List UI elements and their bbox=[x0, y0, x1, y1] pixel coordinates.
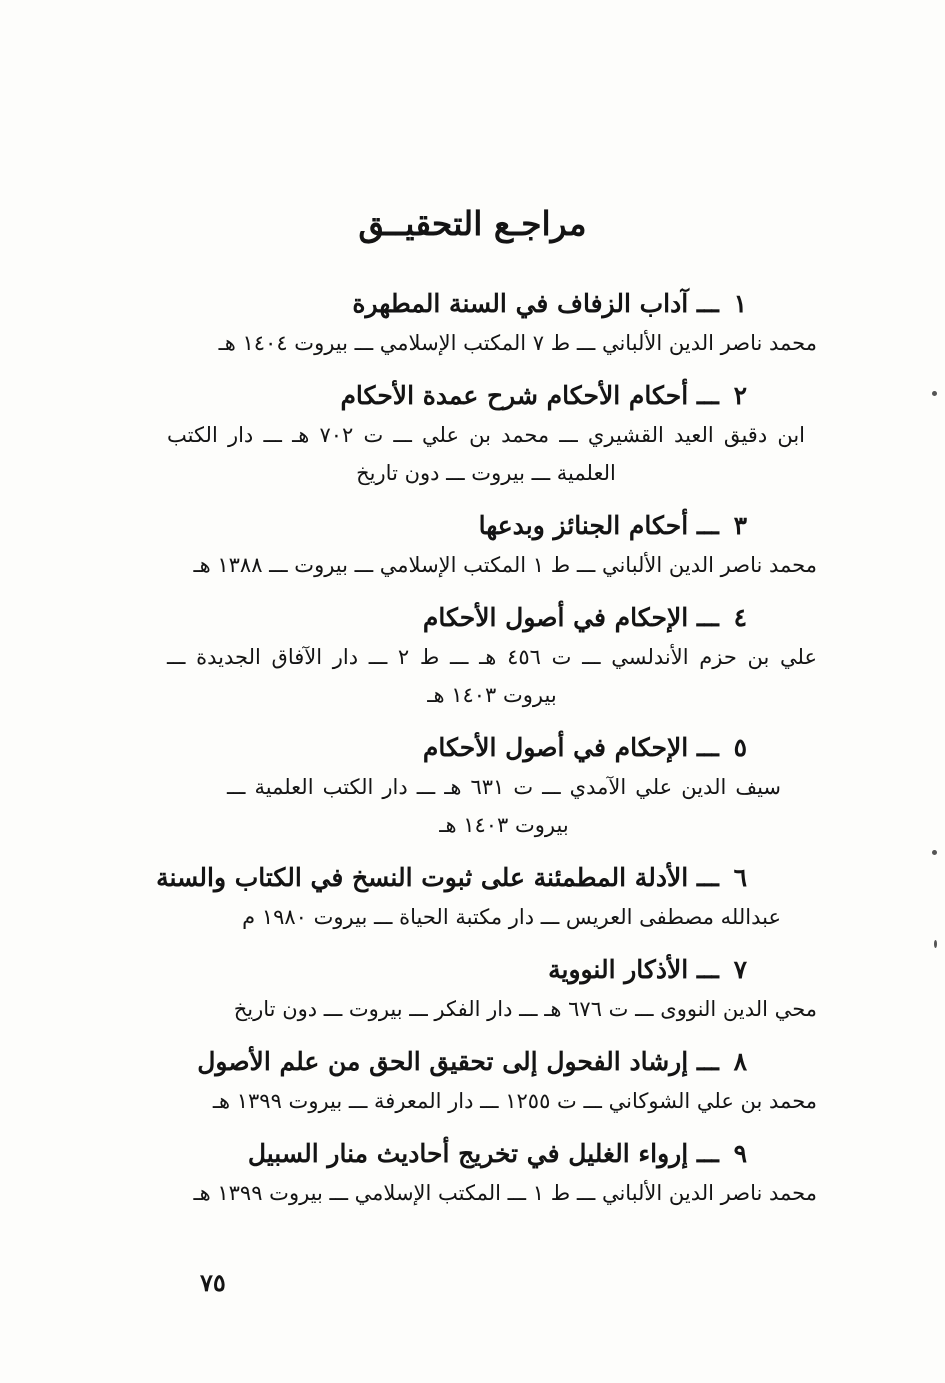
reference-entry-1 bbox=[137, 284, 817, 362]
reference-title bbox=[137, 950, 817, 990]
reference-description: ابن دقيق العيد القشيري ـــ محمد بن علي ـــ ت ٧٠٢ هـ ـــ دار الكتب العلمية ـــ بيروت ـــ دون تاريخ bbox=[167, 423, 806, 485]
reference-separator: ـــ bbox=[688, 381, 728, 410]
reference-number: ٧ bbox=[733, 955, 747, 984]
reference-title-text: الأذكار النووية bbox=[548, 955, 689, 984]
scan-speck bbox=[932, 391, 937, 396]
reference-title-text: أحكام الجنائز وبدعها bbox=[478, 511, 689, 540]
reference-number: ٣ bbox=[733, 511, 747, 540]
reference-separator: ـــ bbox=[688, 1047, 728, 1076]
reference-number: ٢ bbox=[733, 381, 747, 410]
scan-speck bbox=[932, 850, 937, 855]
reference-description: عبدالله مصطفى العريس ـــ دار مكتبة الحياة ـــ بيروت ١٩٨٠ م bbox=[242, 905, 781, 929]
page-title: مراجـع التحقيــق bbox=[358, 204, 587, 243]
reference-title bbox=[137, 1134, 817, 1174]
reference-description: محمد ناصر الدين الألباني ـــ ط ١ المكتب الإسلامي ـــ بيروت ـــ ١٣٨٨ هـ bbox=[193, 553, 817, 577]
reference-title-text: إرشاد الفحول إلى تحقيق الحق من علم الأصول bbox=[197, 1047, 689, 1076]
reference-entry-3 bbox=[137, 506, 817, 584]
reference-entry-8 bbox=[137, 1042, 817, 1120]
reference-description: سيف الدين علي الآمدي ـــ ت ٦٣١ هـ ـــ دار الكتب العلمية ـــ بيروت ١٤٠٣ هـ bbox=[227, 775, 782, 837]
reference-separator: ـــ bbox=[688, 955, 728, 984]
reference-separator: ـــ bbox=[688, 289, 728, 318]
reference-description: محمد ناصر الدين الألباني ـــ ط ١ ـــ المكتب الإسلامي ـــ بيروت ١٣٩٩ هـ bbox=[193, 1181, 817, 1205]
reference-description: محمد ناصر الدين الألباني ـــ ط ٧ المكتب الإسلامي ـــ بيروت ١٤٠٤ هـ bbox=[218, 331, 817, 355]
reference-title-text: آداب الزفاف في السنة المطهرة bbox=[352, 289, 689, 318]
reference-title bbox=[137, 858, 817, 898]
reference-separator: ـــ bbox=[688, 603, 728, 632]
reference-number: ٨ bbox=[733, 1047, 747, 1076]
reference-entry-9 bbox=[137, 1134, 817, 1212]
reference-separator: ـــ bbox=[688, 511, 728, 540]
reference-number: ٤ bbox=[733, 603, 747, 632]
reference-entry-5 bbox=[137, 728, 817, 844]
reference-title-text: الأدلة المطمئنة على ثبوت النسخ في الكتاب والسنة bbox=[156, 863, 689, 892]
reference-description: علي بن حزم الأندلسي ـــ ت ٤٥٦ هـ ـــ ط ٢ ـــ دار الآفاق الجديدة ـــ بيروت ١٤٠٣ هـ bbox=[167, 645, 817, 707]
reference-entry-4 bbox=[137, 598, 817, 714]
reference-title-text: أحكام الأحكام شرح عمدة الأحكام bbox=[340, 381, 689, 410]
reference-entry-2 bbox=[137, 376, 817, 492]
scan-speck bbox=[934, 940, 937, 948]
page-number: ٧٥ bbox=[200, 1268, 226, 1297]
reference-title-text: الإحكام في أصول الأحكام bbox=[422, 603, 689, 632]
reference-title-text: الإحكام في أصول الأحكام bbox=[422, 733, 689, 762]
reference-number: ١ bbox=[733, 289, 747, 318]
reference-list bbox=[137, 284, 817, 1212]
reference-entry-7 bbox=[137, 950, 817, 1028]
reference-title bbox=[137, 598, 817, 638]
reference-number: ٩ bbox=[733, 1139, 747, 1168]
reference-title-text: إرواء الغليل في تخريج أحاديث منار السبيل bbox=[247, 1139, 689, 1168]
reference-title bbox=[137, 284, 817, 324]
reference-separator: ـــ bbox=[688, 733, 728, 762]
reference-description: محي الدين النووى ـــ ت ٦٧٦ هـ ـــ دار الفكر ـــ بيروت ـــ دون تاريخ bbox=[233, 997, 817, 1021]
reference-entry-6 bbox=[137, 858, 817, 936]
reference-number: ٦ bbox=[733, 863, 747, 892]
reference-title bbox=[137, 506, 817, 546]
reference-number: ٥ bbox=[733, 733, 747, 762]
reference-title bbox=[137, 376, 817, 416]
reference-separator: ـــ bbox=[688, 863, 728, 892]
reference-title bbox=[137, 728, 817, 768]
reference-separator: ـــ bbox=[688, 1139, 728, 1168]
reference-description: محمد بن علي الشوكاني ـــ ت ١٢٥٥ ـــ دار المعرفة ـــ بيروت ١٣٩٩ هـ bbox=[212, 1089, 817, 1113]
reference-title bbox=[137, 1042, 817, 1082]
